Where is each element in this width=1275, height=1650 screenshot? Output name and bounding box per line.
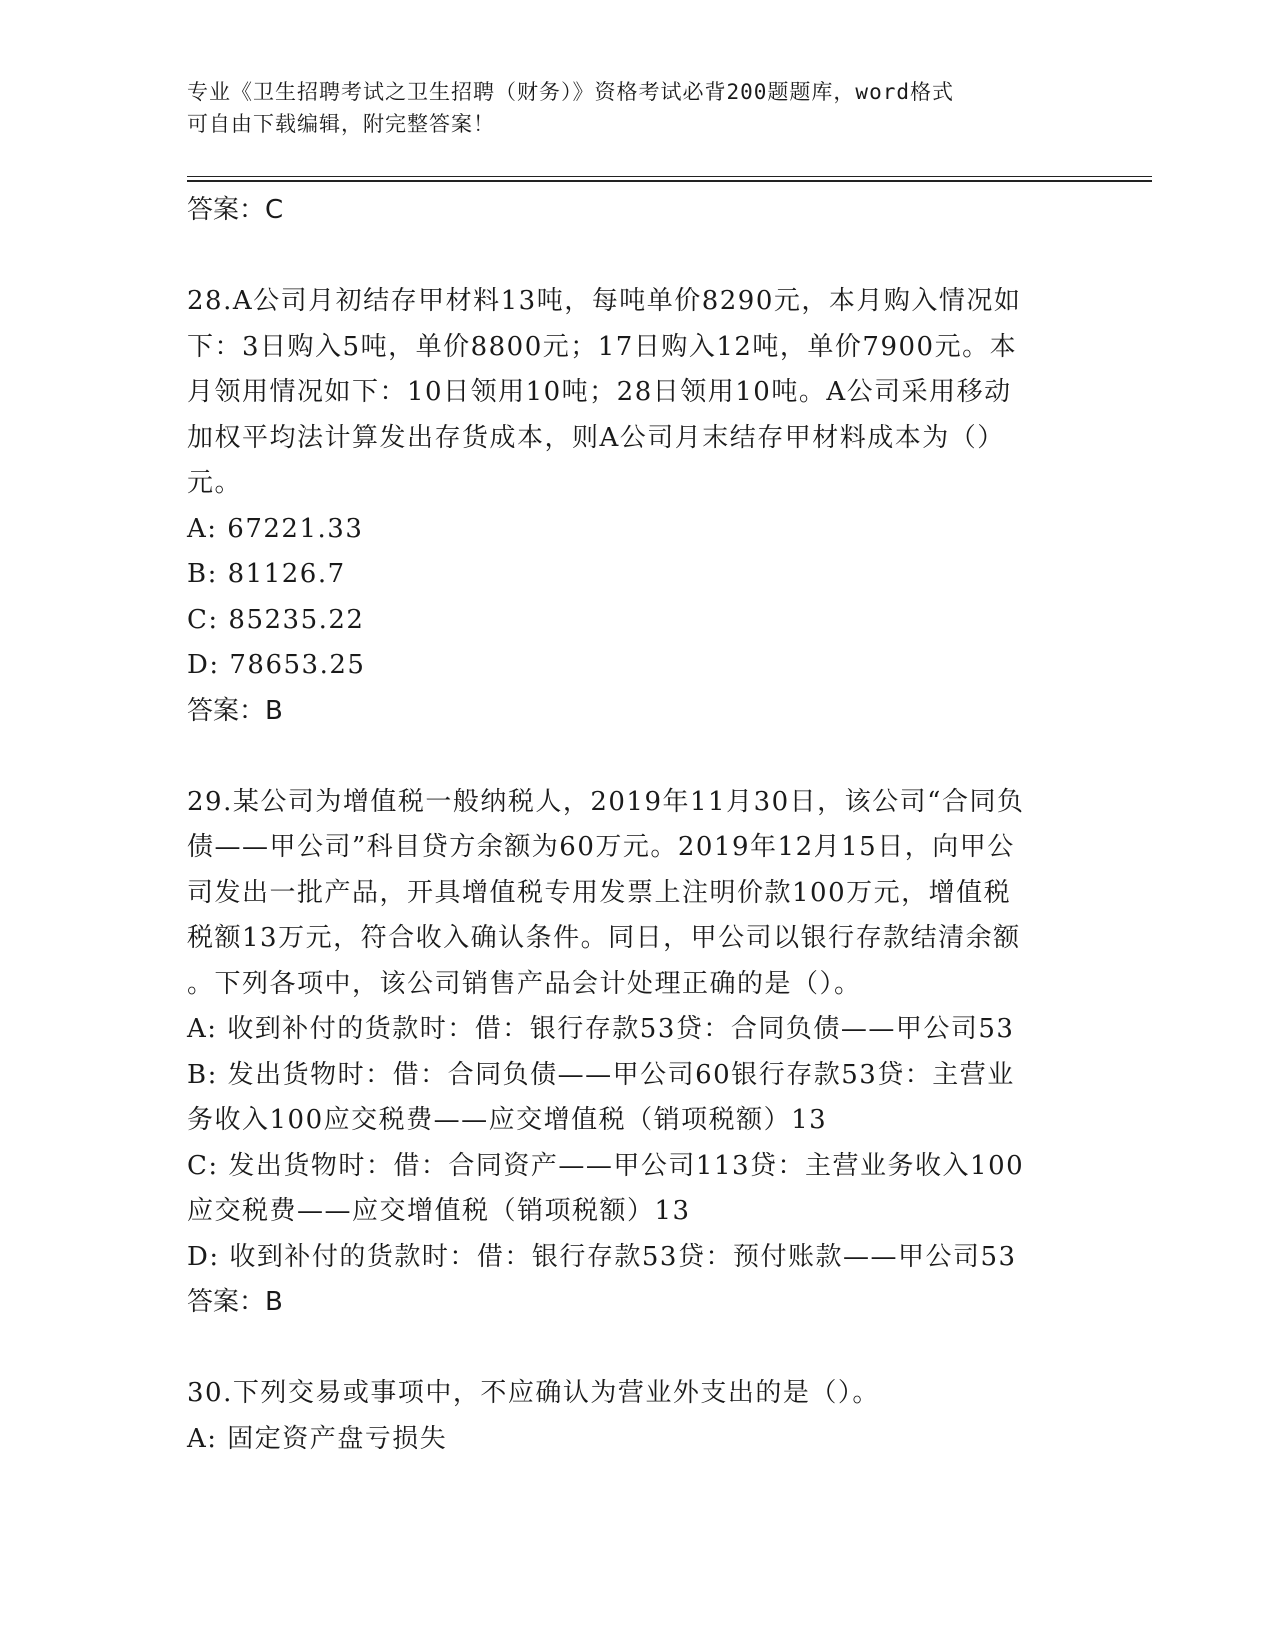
spacer [187, 734, 1087, 780]
option-d: D: 78653.25 [187, 650, 366, 680]
answer: 答案：B [187, 695, 283, 726]
question-text-line: 。下列各项中，该公司销售产品会计处理正确的是（）。 [187, 968, 862, 999]
question-text-line: 加权平均法计算发出存货成本，则A公司月末结存甲材料成本为（） [187, 422, 1005, 453]
question-text-line: 29.某公司为增值税一般纳税人，2019年11月30日，该公司“合同负 [187, 786, 1025, 817]
spacer [187, 1326, 1087, 1372]
question-text-line: 30.下列交易或事项中，不应确认为营业外支出的是（）。 [187, 1378, 880, 1408]
page-header [187, 76, 1067, 140]
question-text-line: 元。 [187, 468, 243, 498]
document-body [187, 188, 1087, 1462]
option-c: C: 发出货物时：借：合同资产——甲公司113贷：主营业务收入100 [187, 1150, 1025, 1181]
option-b-continued: 务收入100应交税费——应交增值税（销项税额）13 [187, 1105, 828, 1135]
option-b: B: 发出货物时：借：合同负债——甲公司60银行存款53贷：主营业 [187, 1059, 1015, 1090]
option-a: A: 67221.33 [187, 513, 364, 544]
question-text-line: 28.A公司月初结存甲材料13吨，每吨单价8290元，本月购入情况如 [187, 286, 1022, 316]
previous-answer: 答案：C [187, 195, 284, 225]
answer: 答案：B [187, 1287, 283, 1317]
question-text-line: 债——甲公司”科目贷方余额为60万元。2019年12月15日，向甲公 [187, 832, 1015, 862]
option-a: A: 固定资产盘亏损失 [187, 1423, 448, 1454]
question-text-line: 月领用情况如下：10日领用10吨；28日领用10吨。A公司采用移动 [187, 377, 1012, 407]
header-rule-thick [187, 180, 1152, 182]
question-text-line: 下：3日购入5吨，单价8800元；17日购入12吨，单价7900元。本 [187, 331, 1018, 362]
option-d: D: 收到补付的货款时：借：银行存款53贷：预付账款——甲公司53 [187, 1241, 1017, 1272]
question-30 [187, 1371, 1087, 1462]
option-c-continued: 应交税费——应交增值税（销项税额）13 [187, 1196, 691, 1226]
header-line-2: 可自由下载编辑，附完整答案！ [187, 112, 495, 136]
option-c: C: 85235.22 [187, 604, 365, 635]
question-text-line: 司发出一批产品，开具增值税专用发票上注明价款100万元，增值税 [187, 877, 1012, 908]
question-29 [187, 780, 1087, 1326]
option-a: A: 收到补付的货款时：借：银行存款53贷：合同负债——甲公司53 [187, 1014, 1015, 1044]
question-text-line: 税额13万元，符合收入确认条件。同日，甲公司以银行存款结清余额 [187, 923, 1021, 953]
header-line-1: 专业《卫生招聘考试之卫生招聘（财务）》资格考试必背200题题库，word格式 [187, 80, 954, 104]
spacer [187, 234, 1087, 280]
question-28 [187, 279, 1087, 734]
header-rule-thin [187, 176, 1152, 177]
option-b: B: 81126.7 [187, 559, 346, 589]
